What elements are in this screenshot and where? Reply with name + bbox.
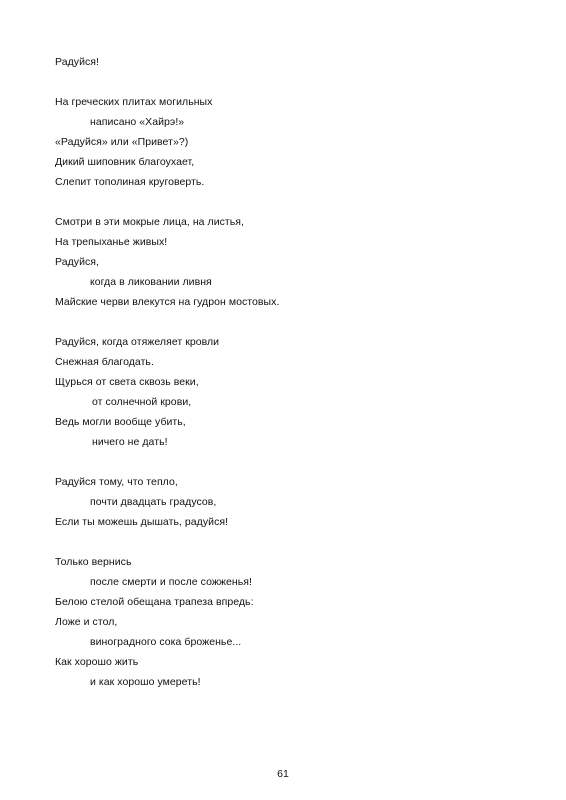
poem-line: Радуйся, bbox=[55, 256, 99, 268]
poem-line: Радуйся, когда отяжеляет кровли bbox=[55, 336, 220, 348]
poem-line: Белою стелой обещана трапеза впредь: bbox=[55, 596, 254, 608]
poem-line: Как хорошо жить bbox=[55, 656, 139, 668]
poem-line: Слепит тополиная круговерть. bbox=[55, 176, 205, 188]
poem-line: и как хорошо умереть! bbox=[90, 676, 201, 688]
poem-line: Ложе и стол, bbox=[55, 616, 118, 628]
poem-line: Снежная благодать. bbox=[55, 356, 154, 368]
poem-line: Радуйся! bbox=[55, 56, 99, 68]
poem-line: написано «Хайрэ!» bbox=[90, 116, 185, 128]
poem-line: На трепыханье живых! bbox=[55, 236, 168, 248]
poem-line: Ведь могли вообще убить, bbox=[55, 416, 186, 428]
poem-line: Смотри в эти мокрые лица, на листья, bbox=[55, 216, 245, 228]
page-number: 61 bbox=[277, 768, 289, 780]
poem-line: когда в ликовании ливня bbox=[90, 276, 212, 288]
poem-line: Радуйся тому, что тепло, bbox=[55, 476, 178, 488]
poem-line: «Радуйся» или «Привет»?) bbox=[55, 136, 189, 148]
poem-line: Только вернись bbox=[55, 556, 132, 568]
poem-body bbox=[55, 52, 525, 692]
poem-line: Дикий шиповник благоухает, bbox=[55, 156, 195, 168]
poem-line: виноградного сока броженье... bbox=[90, 636, 242, 648]
stanza-gap bbox=[55, 72, 525, 92]
stanza-gap bbox=[55, 312, 525, 332]
poem-line: от солнечной крови, bbox=[92, 396, 192, 408]
poem-line: Если ты можешь дышать, радуйся! bbox=[55, 516, 229, 528]
stanza-gap bbox=[55, 192, 525, 212]
poem-line: На греческих плитах могильных bbox=[55, 96, 213, 108]
poem-line: ничего не дать! bbox=[92, 436, 168, 448]
poem-line: Майские черви влекутся на гудрон мостовых. bbox=[55, 296, 280, 308]
poem-line: почти двадцать градусов, bbox=[90, 496, 217, 508]
stanza-gap bbox=[55, 532, 525, 552]
stanza-gap bbox=[55, 452, 525, 472]
poem-line: Щурься от света сквозь веки, bbox=[55, 376, 199, 388]
poem-line: после смерти и после сожженья! bbox=[90, 576, 252, 588]
